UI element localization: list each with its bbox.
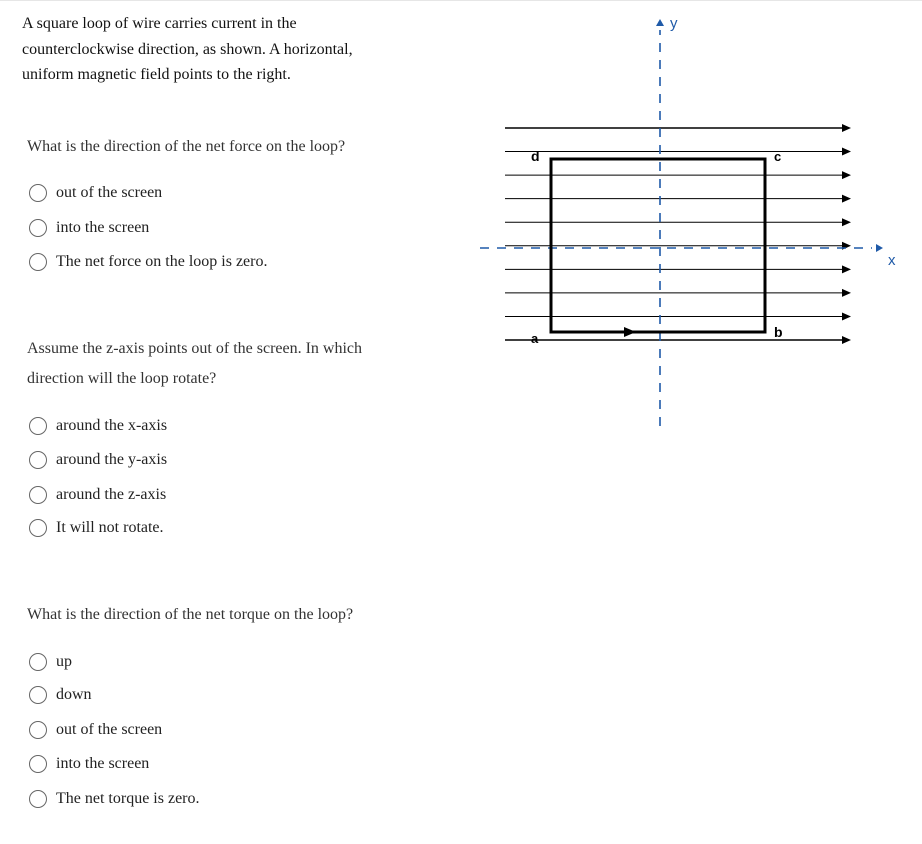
option-torque-down[interactable] — [29, 684, 92, 706]
question-net-torque: What is the direction of the net torque on the loop? — [27, 606, 354, 623]
question-line: Assume the z-axis points out of the screen. In which — [27, 340, 363, 357]
field-arrowhead — [842, 171, 851, 179]
option-force-into-screen[interactable] — [29, 217, 149, 239]
intro-line: uniform magnetic field points to the right. — [22, 66, 291, 83]
option-rotate-z-axis[interactable] — [29, 484, 166, 506]
option-torque-zero[interactable] — [29, 788, 200, 810]
option-label: It will not rotate. — [56, 519, 164, 536]
field-arrowhead — [842, 289, 851, 297]
radio-button[interactable] — [29, 686, 47, 704]
radio-button[interactable] — [29, 790, 47, 808]
question-rotation — [27, 334, 362, 394]
magnetic-field-lines — [505, 124, 851, 344]
option-torque-into-screen[interactable] — [29, 753, 149, 775]
radio-button[interactable] — [29, 721, 47, 739]
field-arrowhead — [842, 195, 851, 203]
question-net-force: What is the direction of the net force on the loop? — [27, 138, 346, 155]
corner-label-a: a — [531, 331, 539, 346]
top-divider — [0, 0, 922, 1]
option-label: The net force on the loop is zero. — [56, 253, 268, 270]
radio-button[interactable] — [29, 519, 47, 537]
radio-button[interactable] — [29, 486, 47, 504]
option-label: down — [56, 686, 92, 703]
option-torque-out-of-screen[interactable] — [29, 719, 162, 741]
option-rotate-x-axis[interactable] — [29, 415, 167, 437]
loop-field-diagram — [478, 8, 918, 438]
option-force-zero[interactable] — [29, 251, 267, 273]
option-torque-up[interactable] — [29, 651, 72, 673]
radio-button[interactable] — [29, 253, 47, 271]
radio-button[interactable] — [29, 184, 47, 202]
current-direction-arrow — [624, 327, 636, 337]
corner-label-d: d — [531, 148, 540, 164]
radio-button[interactable] — [29, 417, 47, 435]
intro-line: A square loop of wire carries current in the — [22, 15, 297, 32]
corner-label-c: c — [774, 149, 782, 164]
field-arrowhead — [842, 124, 851, 132]
option-force-out-of-screen[interactable] — [29, 182, 162, 204]
option-label: into the screen — [56, 755, 150, 772]
option-label: out of the screen — [56, 184, 163, 201]
question-line: direction will the loop rotate? — [27, 370, 217, 387]
option-label: around the z-axis — [56, 486, 167, 503]
field-arrowhead — [842, 336, 851, 344]
y-axis-arrowhead — [656, 19, 664, 26]
y-axis-label: y — [670, 15, 678, 32]
option-label: into the screen — [56, 219, 150, 236]
field-arrowhead — [842, 312, 851, 320]
option-no-rotation[interactable] — [29, 517, 164, 539]
corner-label-b: b — [774, 324, 783, 340]
option-label: around the x-axis — [56, 417, 168, 434]
option-label: out of the screen — [56, 721, 163, 738]
problem-intro — [22, 11, 442, 88]
option-rotate-y-axis[interactable] — [29, 449, 167, 471]
option-label: up — [56, 653, 72, 670]
option-label: The net torque is zero. — [56, 790, 200, 807]
field-arrowhead — [842, 148, 851, 156]
field-arrowhead — [842, 218, 851, 226]
radio-button[interactable] — [29, 451, 47, 469]
intro-line: counterclockwise direction, as shown. A horizontal, — [22, 40, 353, 58]
x-axis-arrowhead — [876, 244, 883, 252]
x-axis-label: x — [888, 252, 896, 269]
radio-button[interactable] — [29, 219, 47, 237]
radio-button[interactable] — [29, 755, 47, 773]
radio-button[interactable] — [29, 653, 47, 671]
field-arrowhead — [842, 265, 851, 273]
option-label: around the y-axis — [56, 451, 168, 468]
